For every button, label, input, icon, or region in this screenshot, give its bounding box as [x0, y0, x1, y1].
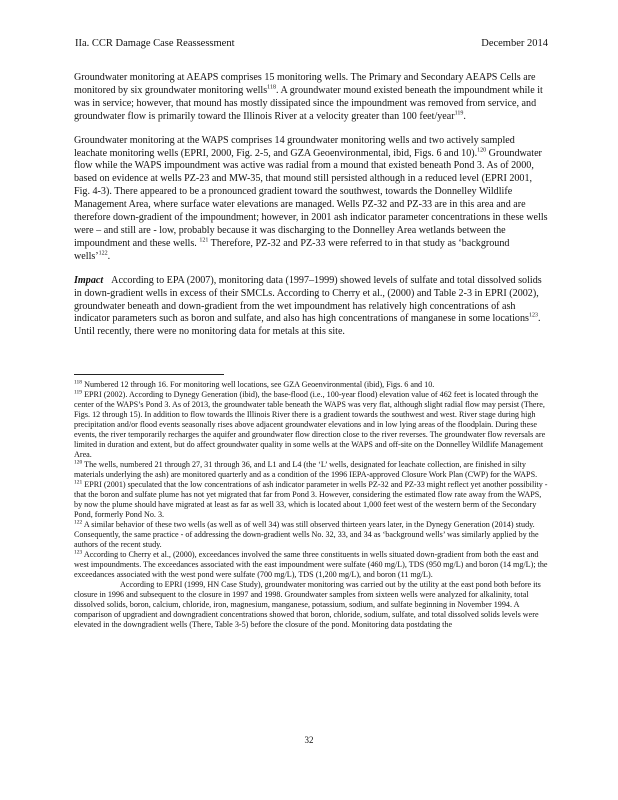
footnote-text: A similar behavior of these two wells (as well as of well 34) was still observed thirteen years later, in the Dynegy Generation (2014) study. Consequently, the same practice - of addressing the down-gradient wells No. 32, 33, and 34 as ‘background wells’ was similarly applied by the authors of the recent study.: [74, 520, 539, 550]
header-section-title: IIa. CCR Damage Case Reassessment: [75, 38, 235, 49]
paragraph-text: . A groundwater mound existed beneath the impoundment while it was in service; however, that mound has mostly dissipated since the impoundment was removed from service, and groundwater flow is primarily toward the Illinois River at a velocity greater than 100 feet/year: [74, 84, 543, 122]
footnote-ref[interactable]: 118: [267, 84, 276, 91]
paragraph-impact: [74, 275, 548, 340]
footnote-number: 118: [74, 379, 83, 386]
paragraph-text: Groundwater monitoring at the WAPS comprises 14 groundwater monitoring wells and two actively sampled leachate monitoring wells (EPRI, 2000, Fig. 2-5, and GZA Geoenvironmental, ibid, Figs. 6 and 10).: [74, 134, 515, 159]
paragraph-text: .: [107, 250, 111, 262]
paragraph-aeaps: [74, 72, 548, 124]
footnote-122: [74, 520, 550, 550]
footnote-121: [74, 480, 550, 520]
footnote-text: Numbered 12 through 16. For monitoring well locations, see GZA Geoenvironmental (ibid), Figs. 6 and 10.: [82, 380, 435, 389]
footnote-number: 123: [74, 549, 83, 556]
footnote-number: 121: [74, 479, 83, 486]
footnote-119: [74, 390, 550, 460]
footnote-123: [74, 550, 550, 580]
footnote-number: 119: [74, 389, 83, 396]
footnote-ref[interactable]: 123: [528, 313, 538, 320]
paragraph-text: Groundwater monitoring at AEAPS comprises 15 monitoring wells. The Primary and Secondary AEAPS Cells are monitored by six groundwater monitoring wells: [74, 72, 536, 96]
paragraph-text: According to EPA (2007), monitoring data (1997–1999) showed levels of sulfate and total dissolved solids in down-gradient wells in excess of their SMCLs. According to Cherry et al., (2000) and Table 2-3 in EPRI (2002), groundwater beneath and down-gradient from the wet impoundment has relatively high concentrations of ash indicator parameters such as boron and sulfate, and also has high concentrations of manganese in some locations: [74, 274, 542, 325]
paragraph-text: .: [463, 110, 466, 122]
footnote-number: 120: [74, 459, 83, 466]
footnote-ref[interactable]: 122: [98, 250, 108, 257]
paragraph-text: . Until recently, there were no monitoring data for metals at this site.: [74, 313, 541, 338]
footnote-text: According to Cherry et al., (2000), exceedances involved the same three constituents in wells situated down-gradient from both the east and west impoundments. The exceedances associated with the east impoundment were sulfate (460 mg/L), TDS (950 mg/L) and boron (14 mg/L); the exceedances associated with the west pond were sulfate (700 mg/L), TDS (1,200 mg/L), and boron (11 mg/L).: [74, 550, 548, 580]
footnote-text: The wells, numbered 21 through 27, 31 through 36, and L1 and L4 (the ‘L’ wells, designated for leachate collection, are finished in silty materials underlying the ash) are monitored quarterly and as a condition of the 1996 IEPA-approved Closure Work Plan (CWP) for the WAPS.: [74, 460, 538, 480]
footnote-text: EPRI (2002). According to Dynegy Generation (ibid), the base-flood (i.e., 100-year flood) elevation value of 462 feet is located through the center of the WAPS’s Pond 3. As of 2013, the groundwater table beneath the WAPS was very flat, although slight radial flow may persist (There, Figs. 12 through 15). In addition to flow towards the Illinois River there is a gradient towards the southwest and west. River stage during high precipitation and/or flood events seasonally rises above adjacent groundwater elevations and in low lying areas of the floodplain. During these events, the river temporarily recharges the aquifer and groundwater flow direction close to the river reverses. The groundwater flow reversals are limited in duration and extent, but do affect groundwater quality in some wells at the WAPS and off-site on the Donnelley Wildlife Management Area.: [74, 390, 546, 460]
page-number: 32: [304, 735, 314, 745]
footnote-divider: [74, 374, 224, 375]
footnote-ref[interactable]: 119: [454, 110, 464, 117]
impact-heading: Impact: [74, 274, 104, 286]
footnote-118: [74, 380, 550, 390]
footnote-120: [74, 460, 550, 480]
footnote-continuation: According to EPRI (1999, HN Case Study), groundwater monitoring was carried out by the utility at the east pond both before its closure in 1996 and subsequent to the closure in 1997 and 1998. Groundwater samples from sixteen wells were analyzed for alkalinity, total dissolved solids, boron, calcium, chloride, iron, magnesium, manganese, potassium, sodium, and sulfate beginning in November 1994. A comparison of upgradient and downgradient concentrations showed that boron, chloride, sodium, sulfate, and total dissolved solids levels were elevated in the downgradient wells (There, Table 3-5) before the closure of the pond. Monitoring data postdating the: [74, 580, 541, 630]
header-date: December 2014: [481, 38, 548, 49]
footnote-ref[interactable]: 121: [199, 237, 209, 244]
footnote-ref[interactable]: 120: [477, 147, 487, 154]
footnote-number: 122: [74, 519, 83, 526]
paragraph-text: Groundwater flow while the WAPS impoundment was active was radial from a mound that existed beneath Pond 3. As of 2000, based on evidence at wells PZ-23 and MW-35, that mound still persisted although in a reduced level (EPRI 2001, Fig. 4-3). There appeared to be a pronounced gradient toward the southwest, towards the Donnelley Wildlife Management Area, where surface water elevations are managed. Wells PZ-32 and PZ-33 are in this area and are therefore down-gradient of the impoundment; however, in 2001 ash indicator parameter concentrations in these wells were – and still are - low, probably because it was discharging to the Donnelley Area wetlands between the impoundment and these wells.: [74, 147, 548, 249]
footnote-text: EPRI (2001) speculated that the low concentrations of ash indicator parameter in wells PZ-32 and PZ-33 might reflect yet another possibility - that the boron and sulfate plume has not yet migrated that far from Pond 3. However, considering the estimated flow rate away from the WAPS, by now the plume should have migrated at least as far as well 33, which is located about 1,000 feet west of the western berm of the Secondary Pond, formerly Pond No. 3.: [74, 480, 548, 520]
footnotes: [74, 380, 550, 630]
body-text: [74, 72, 548, 350]
paragraph-waps: [74, 135, 548, 264]
paragraph-text: Therefore, PZ-32 and PZ-33 were referred to in that study as ‘background wells’: [74, 237, 510, 262]
